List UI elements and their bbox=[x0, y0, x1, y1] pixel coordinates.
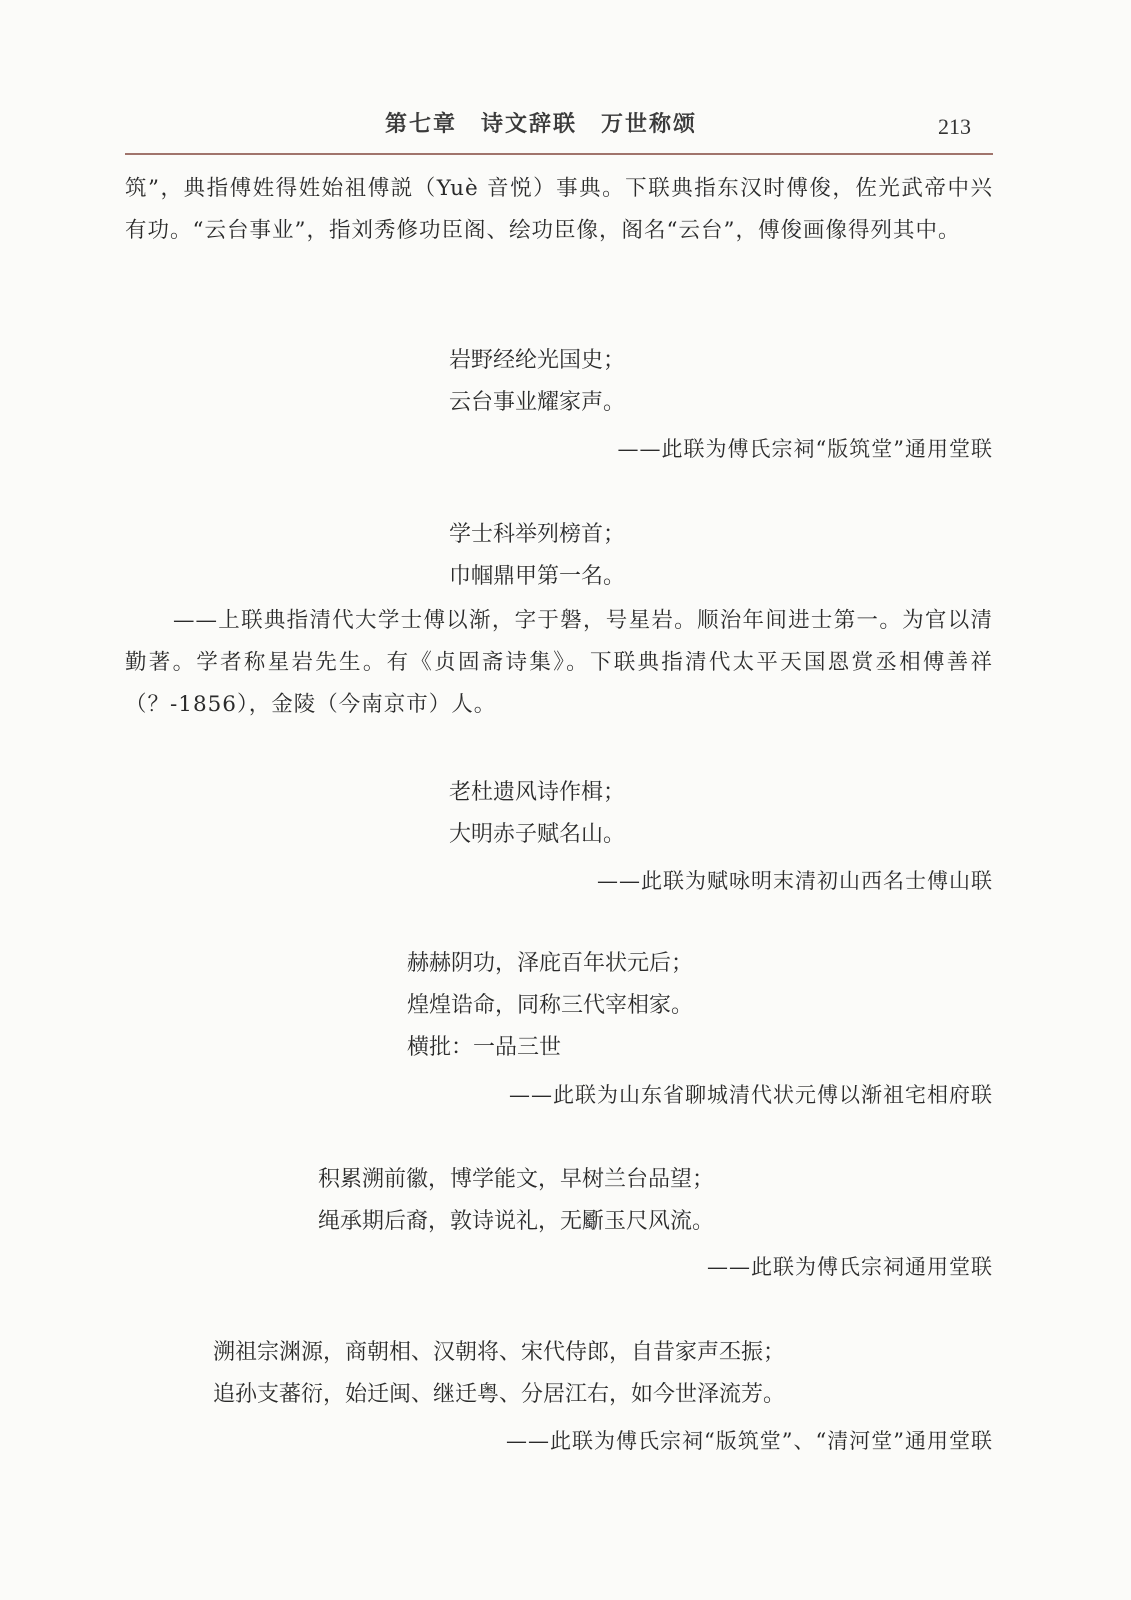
couplet-line: 云台事业耀家声。 bbox=[449, 390, 626, 415]
couplet-note: ——此联为傅氏宗祠通用堂联 bbox=[707, 1255, 993, 1279]
couplet-line: 老杜遗风诗作楫； bbox=[449, 780, 626, 805]
couplet-line: 煌煌诰命，同称三代宰相家。 bbox=[407, 993, 694, 1018]
couplet-2 bbox=[449, 514, 625, 598]
header-rule bbox=[125, 153, 993, 155]
couplet-4 bbox=[407, 943, 693, 1069]
couplet-1 bbox=[449, 340, 625, 424]
couplet-note: ——此联为山东省聊城清代状元傅以渐祖宅相府联 bbox=[509, 1083, 993, 1107]
horizontal-scroll-text: 横批：一品三世 bbox=[407, 1035, 562, 1060]
couplet-5 bbox=[318, 1159, 714, 1243]
couplet-6 bbox=[213, 1332, 785, 1416]
couplet-line: 溯祖宗渊源，商朝相、汉朝将、宋代侍郎，自昔家声丕振； bbox=[213, 1340, 786, 1365]
couplet-note: ——此联为赋咏明末清初山西名士傅山联 bbox=[597, 869, 993, 893]
couplet-note-paragraph: ——上联典指清代大学士傅以渐，字于磐，号星岩。顺治年间进士第一。为官以清勤著。学者称星岩先生。有《贞固斋诗集》。下联典指清代太平天国恩赏丞相傅善祥（？-1856），金陵（今南京市）人。 bbox=[125, 608, 993, 717]
couplet-line: 学士科举列榜首； bbox=[449, 522, 626, 547]
intro-paragraph: 筑”，典指傅姓得姓始祖傅説（Yuè 音悦）事典。下联典指东汉时傅俊，佐光武帝中兴有功。“云台事业”，指刘秀修功臣阁、绘功臣像，阁名“云台”，傅俊画像得列其中。 bbox=[125, 176, 993, 243]
couplet-line: 绳承期后裔，敦诗说礼，无斸玉尺风流。 bbox=[318, 1209, 715, 1234]
couplet-note: ——此联为傅氏宗祠“版筑堂”通用堂联 bbox=[617, 437, 993, 461]
couplet-line: 追孙支蕃衍，始迁闽、继迁粤、分居江右，如今世泽流芳。 bbox=[213, 1382, 786, 1407]
couplet-3 bbox=[449, 772, 625, 856]
couplet-note: ——此联为傅氏宗祠“版筑堂”、“清河堂”通用堂联 bbox=[506, 1429, 993, 1453]
couplet-line: 巾帼鼎甲第一名。 bbox=[449, 564, 626, 589]
couplet-line: 赫赫阴功，泽庇百年状元后； bbox=[407, 951, 694, 976]
couplet-line: 积累溯前徽，博学能文，早树兰台品望； bbox=[318, 1167, 715, 1192]
page-number: 213 bbox=[938, 114, 971, 139]
chapter-title: 第七章 诗文辞联 万世称颂 bbox=[385, 112, 698, 137]
couplet-line: 岩野经纶光国史； bbox=[449, 348, 626, 373]
couplet-line: 大明赤子赋名山。 bbox=[449, 822, 626, 847]
